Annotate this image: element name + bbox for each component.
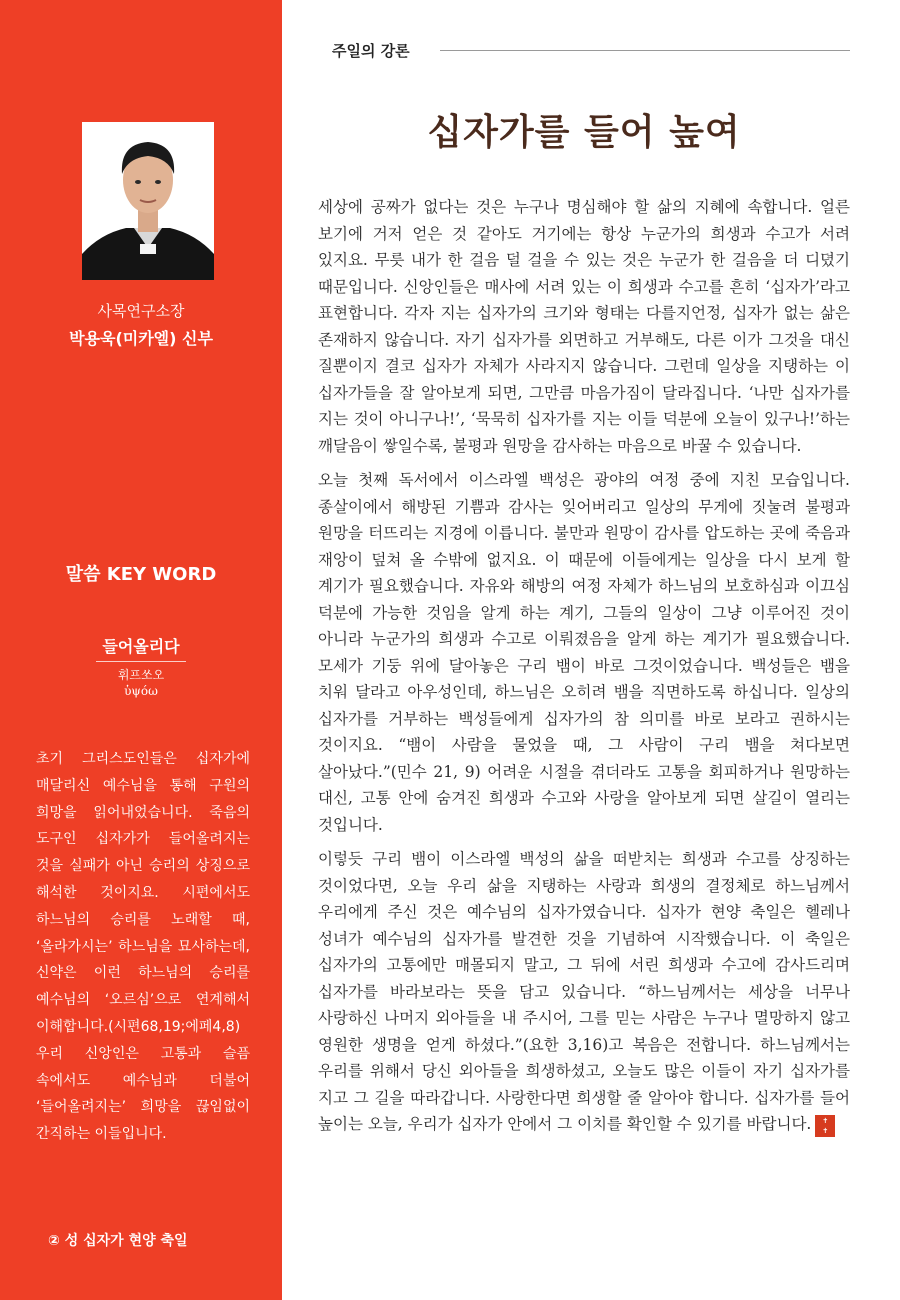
article-body [318,194,850,1146]
author-portrait [82,122,214,280]
author-name: 박용욱(미카엘) 신부 [69,329,213,348]
article-paragraph: 세상에 공짜가 없다는 것은 누구나 명심해야 할 삶의 지혜에 속합니다. 얼른 보기에 거저 얻은 것 같아도 거기에는 항상 누군가의 희생과 수고가 서려 있지요. 무릇 내가 한 걸음 덜 걸을 수 있는 것은 누군가 한 걸음을 더 디뎠기 때문입니다. 신앙인들은 매사에 서려 있는 이 희생과 수고를 흔히 ‘십자가’라고 표현합니다. 각자 지는 십자가의 크기와 형태는 다를지언정, 십자가 없는 삶은 존재하지 않습니다. 자기 십자가를 외면하고 거부해도, 다른 이가 그것을 대신 질뿐이지 결코 십자가 자체가 사라지지 않습니다. 그런데 일상을 지탱하는 이 십자가들을 잘 알아보게 되면, 그만큼 마음가짐이 달라집니다. ‘나만 십자가를 지는 것이 아니구나!’, ‘묵묵히 십자가를 지는 이들 덕분에 오늘이 있구나!’하는 깨달음이 쌓일수록, 불평과 원망을 감사하는 마음으로 바꿀 수 있습니다. [318,198,850,455]
article-title: 십자가를 들어 높여 [427,111,741,153]
keyword-divider [96,661,186,662]
seal-stamp-icon: ✝ ✝ [815,1115,835,1137]
keyword-heading: 말씀 KEY WORD [65,564,217,585]
keyword-explanation: 초기 그리스도인들은 십자가에 매달리신 예수님을 통해 구원의 희망을 읽어내었습니다. 죽음의 도구인 십자가가 들어올려지는 것을 실패가 아닌 승리의 상징으로 해석한 것이지요. 시편에서도 하느님의 승리를 노래할 때, ‘올라가시는’ 하느님을 묘사하는데, 신약은 이런 하느님의 승리를 예수님의 ‘오르심’으로 연계해서 이해합니다.(시편68,19;에페4,8) 우리 신앙인은 고통과 슬픔 속에서도 예수님과 더불어 ‘들어올려지는’ 희망을 끊임없이 간직하는 이들입니다. [36,751,250,1143]
feast-note: ② 성 십자가 현양 축일 [48,1233,188,1249]
article-paragraph [318,846,850,1138]
section-label: 주일의 강론 [332,42,410,60]
article-paragraph: 오늘 첫째 독서에서 이스라엘 백성은 광야의 여정 중에 지친 모습입니다. 종살이에서 해방된 기쁨과 감사는 잊어버리고 일상의 무게에 짓눌려 불평과 원망을 터뜨리는 지경에 이릅니다. 불만과 원망이 감사를 압도하는 곳에 죽음과 재앙이 덮쳐 올 수밖에 없지요. 이 때문에 이들에게는 일상을 다시 보게 할 계기가 필요했습니다. 자유와 해방의 여정 자체가 하느님의 보호하심과 이끄심 덕분에 가능한 것임을 알게 하는 계기, 그들의 일상이 그냥 이루어진 것이 아니라 누군가의 희생과 수고로 이뤄졌음을 알게 하는 계기가 필요했습니다. 모세가 기둥 위에 달아놓은 구리 뱀이 바로 그것이었습니다. 백성들은 뱀을 치워 달라고 아우성인데, 하느님은 오히려 뱀을 직면하도록 하십니다. 일상의 십자가를 거부하는 백성들에게 십자가의 참 의미를 바로 보라고 권하시는 것이지요. “뱀이 사람을 물었을 때, 그 사람이 구리 뱀을 쳐다보면 살아났다.”(민수 21, 9) 어려운 시절을 겪더라도 고통을 회피하거나 원망하는 대신, 고통 안에 숨겨진 희생과 수고와 사랑을 알아보게 되면 살길이 열리는 것입니다. [318,471,850,834]
keyword-word: 들어올리다 [102,637,180,656]
sidebar [0,0,282,1300]
keyword-greek: ὑψόω [124,684,158,698]
keyword-pronunciation: 휘프쏘오 [117,668,165,682]
author-role: 사목연구소장 [97,302,185,320]
priest-portrait-illustration [82,122,214,280]
header-divider [440,50,850,51]
article-paragraph-text: 이렇듯 구리 뱀이 이스라엘 백성의 삶을 떠받치는 희생과 수고를 상징하는 것이었다면, 오늘 우리 삶을 지탱하는 사랑과 희생의 결정체로 하느님께서 우리에게 주신 것은 예수님의 십자가였습니다. 십자가 현양 축일은 헬레나 성녀가 예수님의 십자가를 발견한 것을 기념하여 시작했습니다. 이 축일은 십자가의 고통에만 매몰되지 말고, 그 뒤에 서린 희생과 수고에 감사드리며 십자가를 바라보라는 뜻을 담고 있습니다. “하느님께서는 세상을 너무나 사랑하신 나머지 외아들을 내 주시어, 그를 믿는 사람은 누구나 멸망하지 않고 영원한 생명을 얻게 하셨다.”(요한 3,16)고 복음은 전합니다. 하느님께서는 우리를 위해서 당신 외아들을 희생하셨고, 오늘도 많은 이들이 자기 십자가를 지고 그 길을 따라갑니다. 사랑한다면 희생할 줄 알아야 합니다. 십자가를 들어 높이는 오늘, 우리가 십자가 안에서 그 이치를 확인할 수 있기를 바랍니다. [318,850,850,1133]
